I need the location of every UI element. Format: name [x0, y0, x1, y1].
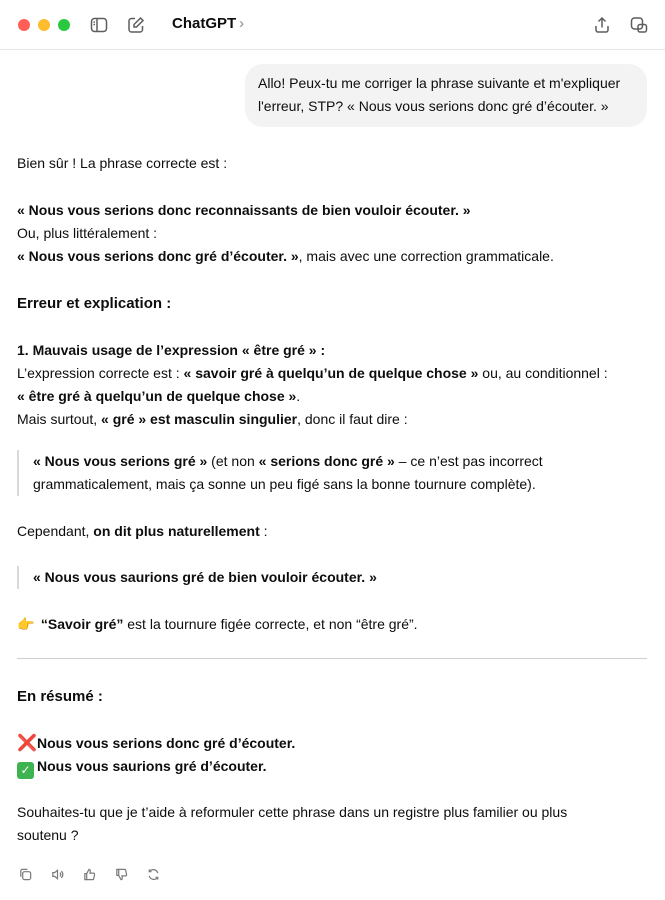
assistant-message: Bien sûr ! La phrase correcte est : « Nous vous serions donc reconnaissants de bien vouloir écouter. » Ou, plus littéralement : « Nous vous serions donc gré d’écouter. », mais avec une correction grammaticale. Erreur et explication : 1. Mauvais usage de l’expression « être gré » : L’expression correcte est : « savoir gré à quelqu’un de quelque chose » ou, au conditionnel : « être gré à quelqu’un de quelque chose ». Mais surtout, « gré » est masculin singulier, donc il faut dire : « Nous vous serions gré » (et non « serions donc gré » – ce n’est pas incorrect grammaticalement, mais ça sonne un peu figé sans la bonne tournure complète). Cependant, on dit plus naturellement : « Nous vous saurions gré de bien vouloir écouter. » 👉 “Savoir gré” est la tournure figée correcte, et non “être gré”. En résumé : ❌Nous vous serions donc gré d’écouter. ✓ Nous vous saurions gré d’écouter. Souhaites-tu que je t’aide à reformuler cette phrase dans un registre plus familier ou plus soutenu ?: [17, 152, 649, 847]
minimize-window-button[interactable]: [38, 19, 50, 31]
blockquote-1: « Nous vous serions gré » (et non « serions donc gré » – ce n’est pas incorrect grammaticalement, mais ça sonne un peu figé sans la bonne tournure complète).: [17, 450, 649, 496]
model-selector[interactable]: [172, 15, 244, 32]
blockquote-2: « Nous vous saurions gré de bien vouloir écouter. »: [17, 566, 649, 589]
read-aloud-icon[interactable]: [49, 866, 65, 882]
model-name: ChatGPT: [172, 15, 237, 32]
item1-title: 1. Mauvais usage de l’expression « être gré » :: [17, 342, 326, 358]
closing-question: Souhaites-tu que je t’aide à reformuler cette phrase dans un registre plus familier ou plus soutenu ?: [17, 804, 568, 843]
window-mode-icon[interactable]: [629, 15, 649, 35]
thumbs-down-icon[interactable]: [113, 866, 129, 882]
share-icon[interactable]: [592, 15, 612, 35]
check-mark-icon: ✓: [17, 762, 34, 779]
thumbs-up-icon[interactable]: [81, 866, 97, 882]
errors-heading: Erreur et explication :: [17, 295, 172, 312]
divider: [17, 658, 647, 659]
title-bar: [0, 0, 665, 50]
close-window-button[interactable]: [18, 19, 30, 31]
wrong-sentence: Nous vous serions donc gré d’écouter.: [37, 735, 296, 751]
literal-sentence: « Nous vous serions donc gré d’écouter. »: [17, 248, 299, 264]
pointing-hand-icon: 👉: [17, 616, 35, 632]
user-message: Allo! Peux-tu me corriger la phrase suivante et m'expliquer l'erreur, STP? « Nous vous serions donc gré d’écouter. »: [245, 64, 647, 127]
summary-heading: En résumé :: [17, 688, 103, 705]
correct-sentence-1: « Nous vous serions donc reconnaissants de bien vouloir écouter. »: [17, 202, 471, 218]
copy-icon[interactable]: [17, 866, 33, 882]
right-sentence: Nous vous saurions gré d’écouter.: [37, 758, 267, 774]
or-literal-text: Ou, plus littéralement :: [17, 225, 158, 241]
new-chat-icon[interactable]: [126, 15, 146, 35]
chevron-right-icon: ›: [239, 15, 245, 32]
zoom-window-button[interactable]: [58, 19, 70, 31]
message-actions: [17, 866, 161, 882]
regenerate-icon[interactable]: [145, 866, 161, 882]
sidebar-toggle-icon[interactable]: [89, 15, 109, 35]
cross-mark-icon: ❌: [17, 735, 37, 752]
intro-text: Bien sûr ! La phrase correcte est :: [17, 155, 228, 171]
